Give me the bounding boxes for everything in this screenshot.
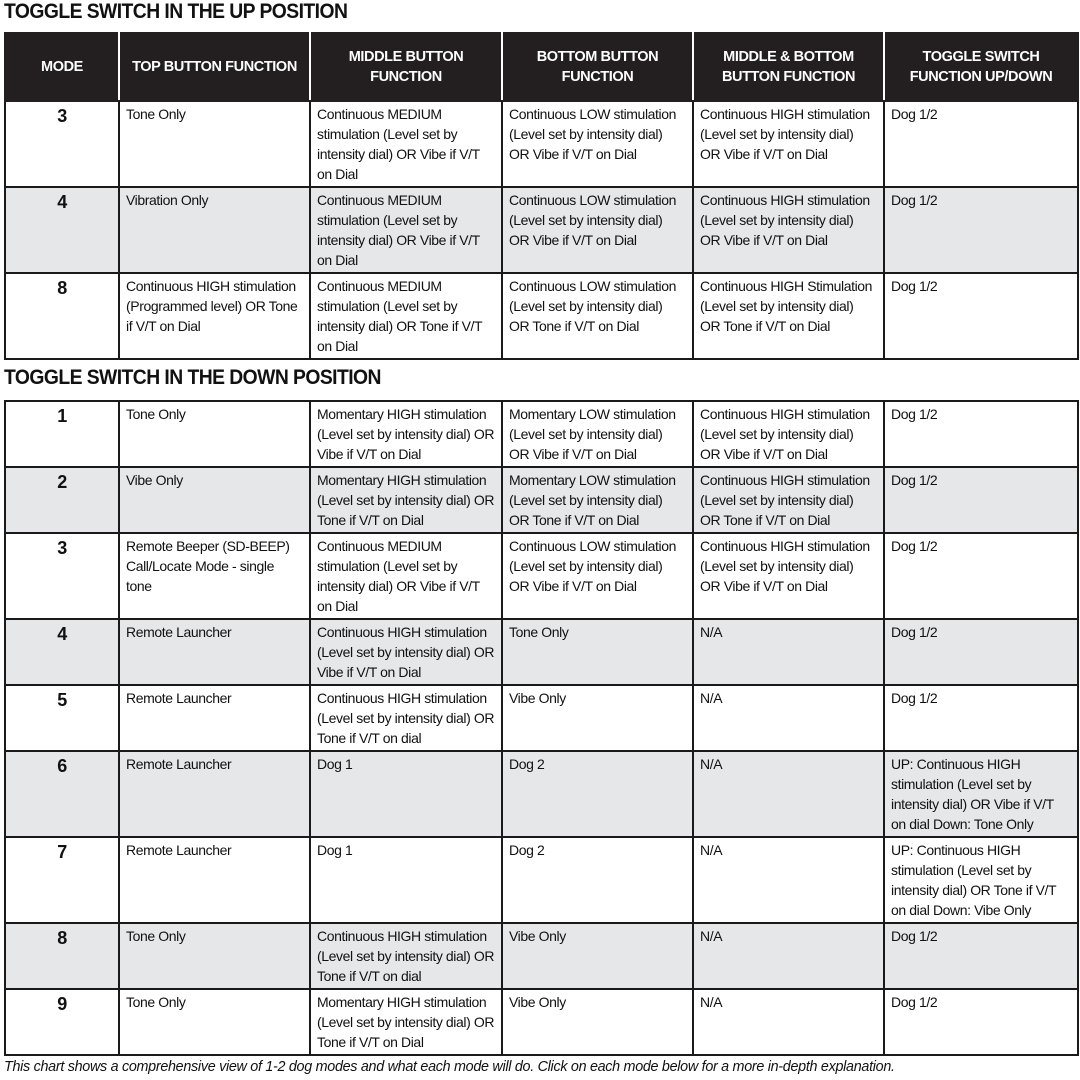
toggle-switch-cell: Dog 1/2 <box>884 273 1078 359</box>
middle-bottom-button-cell: N/A <box>693 989 884 1055</box>
mode-cell: 3 <box>5 101 119 187</box>
footnote: This chart shows a comprehensive view of 1-2 dog modes and what each mode will do. Click on each mode below for a more in-depth explanation. <box>4 1058 895 1075</box>
bottom-button-cell: Momentary LOW stimulation (Level set by intensity dial) OR Tone if V/T on Dial <box>502 467 693 533</box>
mode-cell: 6 <box>5 751 119 837</box>
middle-button-cell: Continuous HIGH stimulation (Level set by intensity dial) OR Tone if V/T on dial <box>310 923 502 989</box>
header-top-button: TOP BUTTON FUNCTION <box>119 33 310 101</box>
middle-bottom-button-cell: Continuous HIGH Stimulation (Level set by intensity dial) OR Tone if V/T on Dial <box>693 273 884 359</box>
toggle-switch-cell: Dog 1/2 <box>884 923 1078 989</box>
mode-cell: 3 <box>5 533 119 619</box>
mode-cell: 2 <box>5 467 119 533</box>
modes-table-up <box>4 32 1079 360</box>
header-middle-bottom-button: MIDDLE & BOTTOM BUTTON FUNCTION <box>693 33 884 101</box>
bottom-button-cell: Momentary LOW stimulation (Level set by intensity dial) OR Vibe if V/T on Dial <box>502 401 693 467</box>
middle-bottom-button-cell: Continuous HIGH stimulation (Level set by intensity dial) OR Vibe if V/T on Dial <box>693 533 884 619</box>
table-row <box>5 751 1078 837</box>
table-row <box>5 101 1078 187</box>
bottom-button-cell: Vibe Only <box>502 989 693 1055</box>
mode-cell: 8 <box>5 273 119 359</box>
top-button-cell: Remote Launcher <box>119 619 310 685</box>
middle-button-cell: Continuous HIGH stimulation (Level set by intensity dial) OR Tone if V/T on dial <box>310 685 502 751</box>
toggle-switch-cell: Dog 1/2 <box>884 619 1078 685</box>
middle-button-cell: Continuous MEDIUM stimulation (Level set by intensity dial) OR Vibe if V/T on Dial <box>310 101 502 187</box>
toggle-switch-cell: Dog 1/2 <box>884 467 1078 533</box>
top-button-cell: Remote Beeper (SD-BEEP) Call/Locate Mode - single tone <box>119 533 310 619</box>
section-title-down: TOGGLE SWITCH IN THE DOWN POSITION <box>4 366 381 389</box>
table-row <box>5 187 1078 273</box>
middle-bottom-button-cell: Continuous HIGH stimulation (Level set by intensity dial) OR Tone if V/T on Dial <box>693 467 884 533</box>
toggle-switch-cell: UP: Continuous HIGH stimulation (Level set by intensity dial) OR Vibe if V/T on dial Down: Tone Only <box>884 751 1078 837</box>
table-row <box>5 273 1078 359</box>
table-row <box>5 533 1078 619</box>
middle-button-cell: Continuous MEDIUM stimulation (Level set by intensity dial) OR Vibe if V/T on Dial <box>310 187 502 273</box>
mode-cell: 9 <box>5 989 119 1055</box>
mode-cell: 4 <box>5 619 119 685</box>
header-middle-button: MIDDLE BUTTON FUNCTION <box>310 33 502 101</box>
table-row <box>5 923 1078 989</box>
table-row <box>5 989 1078 1055</box>
table-header-row <box>5 33 1078 101</box>
top-button-cell: Tone Only <box>119 101 310 187</box>
middle-bottom-button-cell: N/A <box>693 923 884 989</box>
bottom-button-cell: Tone Only <box>502 619 693 685</box>
bottom-button-cell: Continuous LOW stimulation (Level set by intensity dial) OR Vibe if V/T on Dial <box>502 533 693 619</box>
mode-cell: 8 <box>5 923 119 989</box>
top-button-cell: Tone Only <box>119 923 310 989</box>
toggle-switch-cell: Dog 1/2 <box>884 101 1078 187</box>
top-button-cell: Vibration Only <box>119 187 310 273</box>
header-mode: MODE <box>5 33 119 101</box>
toggle-switch-cell: Dog 1/2 <box>884 533 1078 619</box>
bottom-button-cell: Continuous LOW stimulation (Level set by intensity dial) OR Tone if V/T on Dial <box>502 273 693 359</box>
top-button-cell: Vibe Only <box>119 467 310 533</box>
toggle-switch-cell: Dog 1/2 <box>884 401 1078 467</box>
top-button-cell: Tone Only <box>119 989 310 1055</box>
middle-bottom-button-cell: Continuous HIGH stimulation (Level set by intensity dial) OR Vibe if V/T on Dial <box>693 187 884 273</box>
bottom-button-cell: Continuous LOW stimulation (Level set by intensity dial) OR Vibe if V/T on Dial <box>502 187 693 273</box>
header-bottom-button: BOTTOM BUTTON FUNCTION <box>502 33 693 101</box>
bottom-button-cell: Continuous LOW stimulation (Level set by intensity dial) OR Vibe if V/T on Dial <box>502 101 693 187</box>
mode-cell: 7 <box>5 837 119 923</box>
header-toggle-switch: TOGGLE SWITCH FUNCTION UP/DOWN <box>884 33 1078 101</box>
table-row <box>5 837 1078 923</box>
top-button-cell: Tone Only <box>119 401 310 467</box>
middle-bottom-button-cell: N/A <box>693 685 884 751</box>
middle-bottom-button-cell: Continuous HIGH stimulation (Level set by intensity dial) OR Vibe if V/T on Dial <box>693 101 884 187</box>
table-row <box>5 619 1078 685</box>
middle-button-cell: Dog 1 <box>310 837 502 923</box>
modes-table-down <box>4 400 1079 1056</box>
top-button-cell: Continuous HIGH stimulation (Programmed level) OR Tone if V/T on Dial <box>119 273 310 359</box>
middle-button-cell: Continuous MEDIUM stimulation (Level set by intensity dial) OR Tone if V/T on Dial <box>310 273 502 359</box>
bottom-button-cell: Dog 2 <box>502 751 693 837</box>
mode-cell: 5 <box>5 685 119 751</box>
middle-button-cell: Dog 1 <box>310 751 502 837</box>
bottom-button-cell: Vibe Only <box>502 685 693 751</box>
middle-button-cell: Momentary HIGH stimulation (Level set by intensity dial) OR Tone if V/T on Dial <box>310 467 502 533</box>
toggle-switch-cell: Dog 1/2 <box>884 685 1078 751</box>
table-row <box>5 467 1078 533</box>
middle-button-cell: Momentary HIGH stimulation (Level set by intensity dial) OR Vibe if V/T on Dial <box>310 401 502 467</box>
section-title-up: TOGGLE SWITCH IN THE UP POSITION <box>4 0 348 23</box>
middle-button-cell: Momentary HIGH stimulation (Level set by intensity dial) OR Tone if V/T on Dial <box>310 989 502 1055</box>
middle-button-cell: Continuous MEDIUM stimulation (Level set by intensity dial) OR Vibe if V/T on Dial <box>310 533 502 619</box>
bottom-button-cell: Dog 2 <box>502 837 693 923</box>
top-button-cell: Remote Launcher <box>119 837 310 923</box>
top-button-cell: Remote Launcher <box>119 751 310 837</box>
middle-button-cell: Continuous HIGH stimulation (Level set by intensity dial) OR Vibe if V/T on Dial <box>310 619 502 685</box>
table-row <box>5 401 1078 467</box>
bottom-button-cell: Vibe Only <box>502 923 693 989</box>
mode-cell: 4 <box>5 187 119 273</box>
middle-bottom-button-cell: N/A <box>693 751 884 837</box>
table-row <box>5 685 1078 751</box>
middle-bottom-button-cell: N/A <box>693 619 884 685</box>
toggle-switch-cell: Dog 1/2 <box>884 187 1078 273</box>
mode-cell: 1 <box>5 401 119 467</box>
toggle-switch-cell: Dog 1/2 <box>884 989 1078 1055</box>
top-button-cell: Remote Launcher <box>119 685 310 751</box>
middle-bottom-button-cell: N/A <box>693 837 884 923</box>
middle-bottom-button-cell: Continuous HIGH stimulation (Level set by intensity dial) OR Vibe if V/T on Dial <box>693 401 884 467</box>
toggle-switch-cell: UP: Continuous HIGH stimulation (Level set by intensity dial) OR Tone if V/T on dial Down: Vibe Only <box>884 837 1078 923</box>
